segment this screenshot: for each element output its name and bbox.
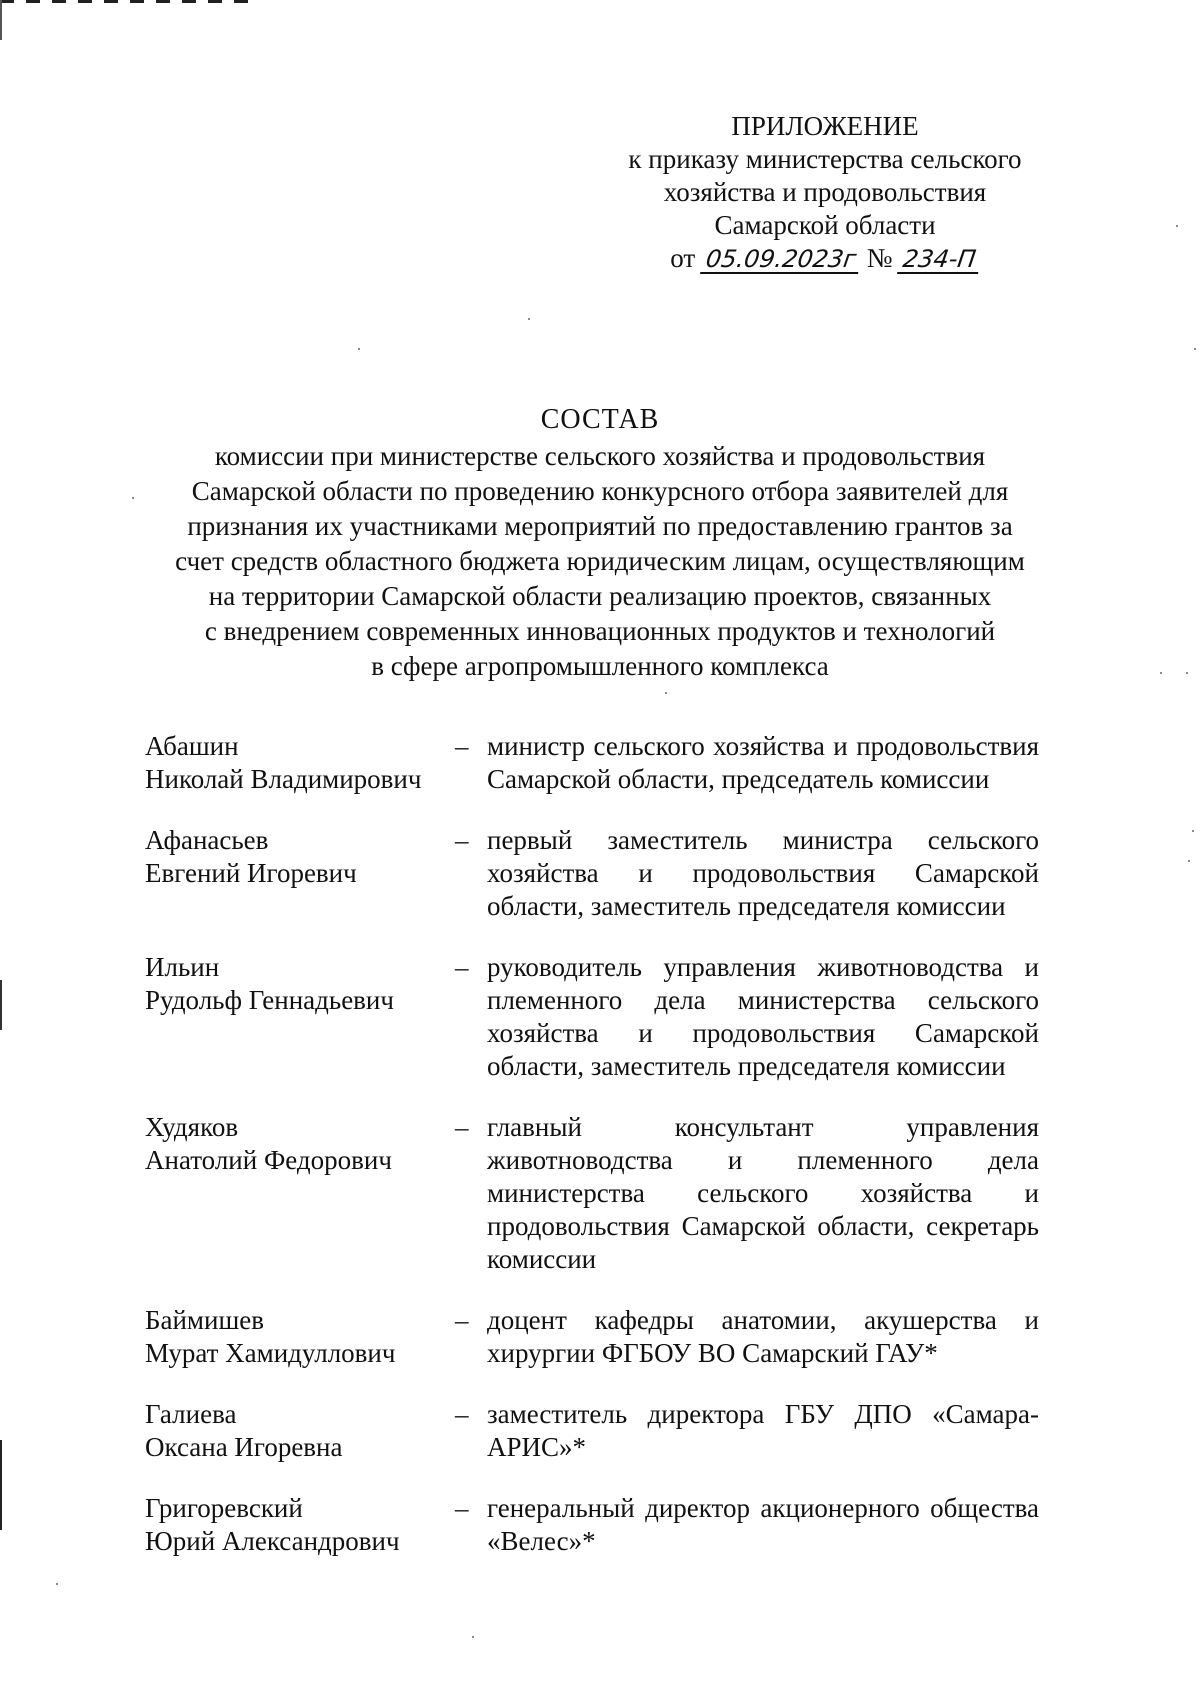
member-surname: Ильин [145, 952, 220, 982]
dash-separator: – [455, 952, 469, 982]
heading-line: комиссии при министерстве сельского хозяйства и продовольствия [214, 441, 986, 471]
from-label: от [670, 243, 696, 273]
member-name [145, 1492, 455, 1558]
scan-speck [1160, 672, 1162, 674]
member-given-name: Оксана Игоревна [145, 1432, 343, 1462]
dash-separator: – [455, 1399, 469, 1429]
list-item [145, 1304, 1045, 1370]
scan-speck [1188, 860, 1190, 862]
composition-title: СОСТАВ [540, 404, 660, 435]
member-role: доцент кафедры анатомии, акушерства и хирургии ФГБОУ ВО Самарский ГАУ* [487, 1305, 1039, 1368]
composition-heading [100, 402, 1100, 684]
order-date-handwritten: 05.09.2023г [700, 246, 862, 274]
order-date-number-line [560, 242, 1090, 275]
member-surname: Григоревский [145, 1493, 303, 1523]
member-given-name: Рудольф Геннадьевич [145, 985, 394, 1015]
list-item [145, 951, 1045, 1083]
member-name [145, 824, 455, 923]
list-item [145, 1111, 1045, 1276]
scan-speck [472, 1636, 474, 1638]
dash-separator: – [455, 1493, 469, 1523]
member-role: первый заместитель министра сельского хозяйства и продовольствия Самарской области, заместитель председателя комиссии [487, 825, 1039, 921]
scan-speck [665, 692, 667, 694]
member-name [145, 951, 455, 1083]
appendix-line-3: Самарской области [714, 210, 936, 240]
number-label: № [866, 243, 893, 273]
scan-speck [1192, 830, 1194, 832]
members-list [145, 730, 1045, 1586]
dash-separator: – [455, 731, 469, 761]
scan-artifact-top [0, 0, 250, 3]
member-given-name: Юрий Александрович [145, 1526, 400, 1556]
appendix-line-2: хозяйства и продовольствия [663, 177, 987, 207]
member-name [145, 1398, 455, 1464]
member-role: главный консультант управления животноводства и племенного дела министерства сельского хозяйства и продовольствия Самарской области, секретарь комиссии [487, 1112, 1039, 1274]
member-role: руководитель управления животноводства и племенного дела министерства сельского хозяйства и продовольствия Самарской области, заместитель председателя комиссии [487, 952, 1039, 1081]
heading-line: Самарской области по проведению конкурсного отбора заявителей для [191, 476, 1009, 506]
list-item [145, 730, 1045, 796]
member-name [145, 730, 455, 796]
member-given-name: Николай Владимирович [145, 764, 422, 794]
appendix-header [560, 110, 1090, 275]
member-given-name: Мурат Хамидуллович [145, 1338, 396, 1368]
member-surname: Худяков [145, 1112, 239, 1142]
heading-line: признания их участниками мероприятий по предоставлению грантов за [187, 511, 1013, 541]
appendix-title: ПРИЛОЖЕНИЕ [731, 111, 919, 141]
dash-separator: – [455, 825, 469, 855]
member-surname: Афанасьев [145, 825, 269, 855]
appendix-line-1: к приказу министерства сельского [628, 144, 1022, 174]
member-role: заместитель директора ГБУ ДПО «Самара-АРИС»* [487, 1399, 1039, 1462]
member-given-name: Анатолий Федорович [145, 1145, 392, 1175]
heading-line: в сфере агропромышленного комплекса [371, 651, 829, 681]
scan-speck [1194, 348, 1196, 350]
scan-speck [1176, 225, 1178, 227]
list-item [145, 824, 1045, 923]
list-item [145, 1398, 1045, 1464]
member-surname: Баймишев [145, 1305, 264, 1335]
scan-artifact-left-edge [0, 0, 2, 1700]
scan-speck [358, 348, 360, 350]
scan-speck [1186, 672, 1188, 674]
heading-line: на территории Самарской области реализацию проектов, связанных [208, 581, 992, 611]
member-role: генеральный директор акционерного общества «Велес»* [487, 1493, 1039, 1556]
scan-speck [528, 318, 530, 320]
member-name [145, 1111, 455, 1276]
heading-line: счет средств областного бюджета юридическим лицам, осуществляющим [175, 546, 1025, 576]
member-role: министр сельского хозяйства и продовольствия Самарской области, председатель комиссии [487, 731, 1039, 794]
dash-separator: – [455, 1112, 469, 1142]
list-item [145, 1492, 1045, 1558]
member-surname: Галиева [145, 1399, 237, 1429]
member-name [145, 1304, 455, 1370]
scan-speck [56, 1583, 58, 1585]
heading-line: с внедрением современных инновационных продуктов и технологий [204, 616, 996, 646]
dash-separator: – [455, 1305, 469, 1335]
member-given-name: Евгений Игоревич [145, 858, 357, 888]
member-surname: Абашин [145, 731, 239, 761]
order-number-handwritten: 234-П [897, 246, 981, 274]
